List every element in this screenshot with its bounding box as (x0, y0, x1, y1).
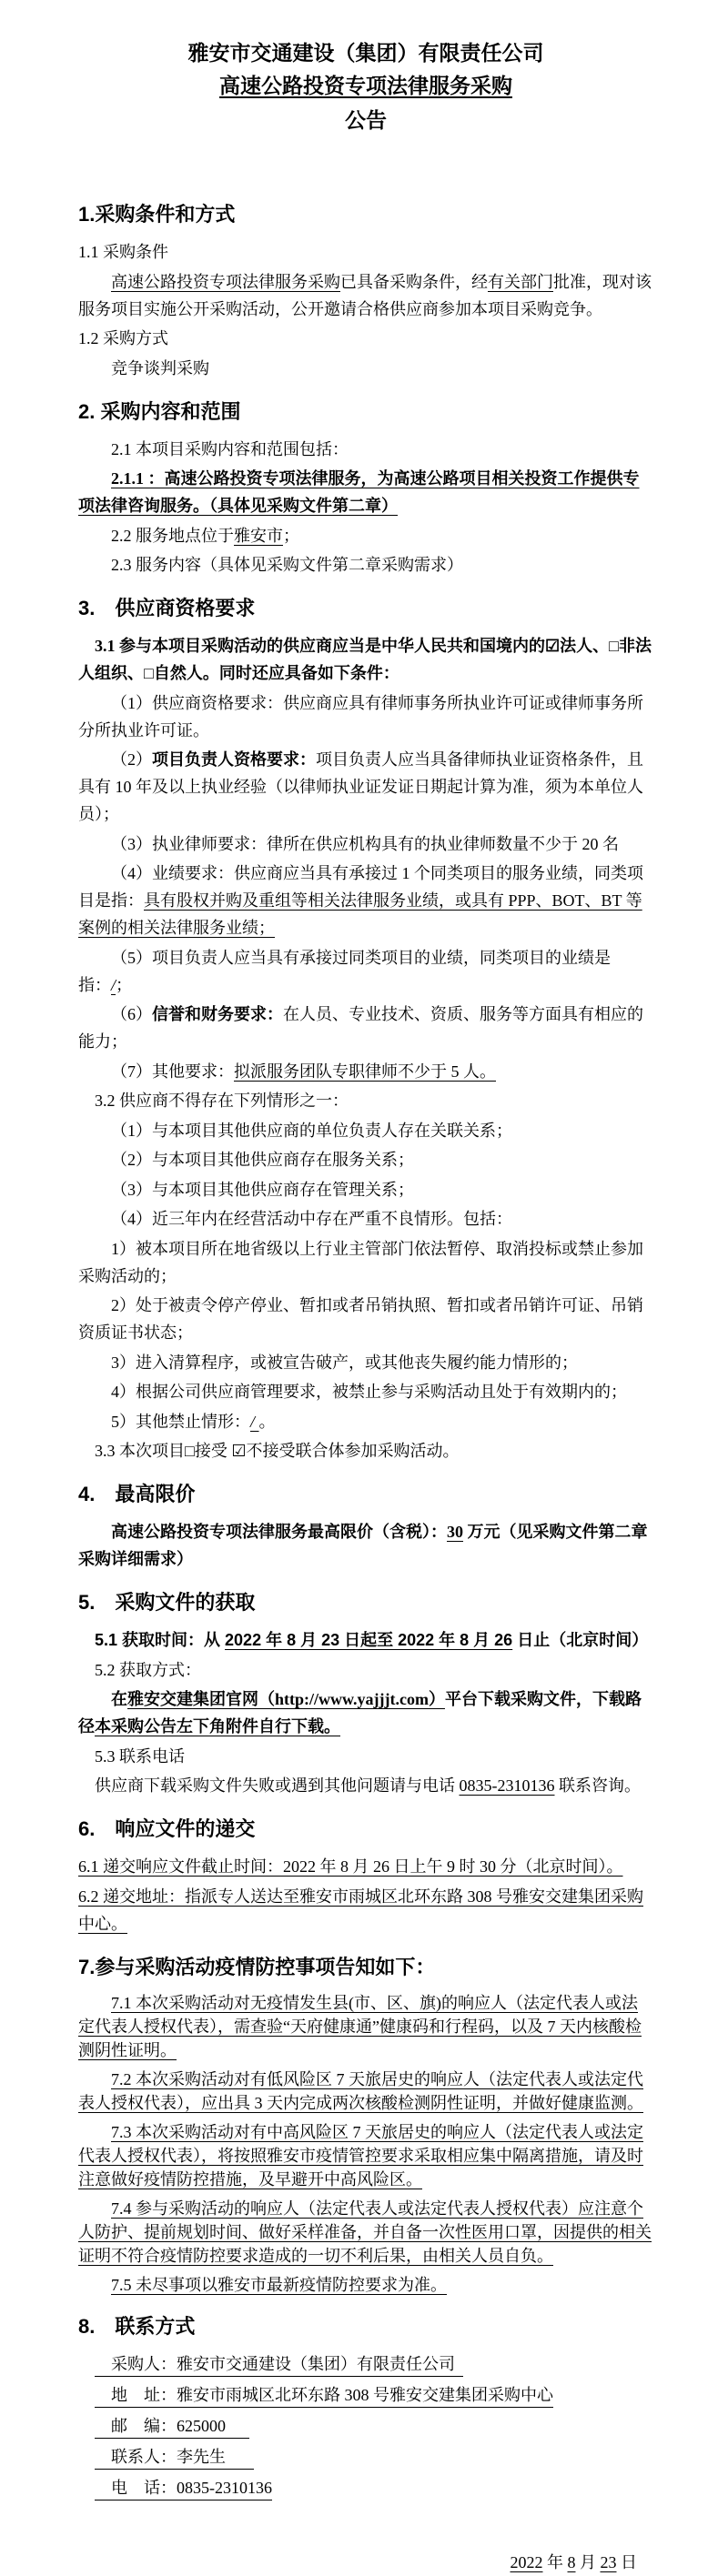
clause-6-2-address (78, 1883, 653, 1937)
text-segment: 项目负责人应当具备律师执业证资格条件，且具有 10 年及以上执业经验（以律师执业证发证日期起计算为准，须为本单位人员）； (78, 750, 643, 823)
clause-2-2 (78, 522, 653, 549)
text-segment: （2） (111, 750, 152, 769)
qualification-item-1: （1）供应商资格要求：供应商应具有律师事务所执业许可证或律师事务所分所执业许可证。 (78, 693, 643, 740)
paragraph-procurement-conditions (78, 268, 653, 323)
text-segment: 5.1 获取时间：从 (95, 1631, 226, 1649)
text-segment: 在人员、专业技术、资质、服务等方面具有相应的能力； (78, 1005, 643, 1051)
clause-7-4 (78, 2197, 653, 2268)
prohibited-item-3: （3）与本项目其他供应商存在管理关系； (111, 1180, 414, 1199)
clause-7-5 (78, 2273, 653, 2297)
section-1-heading: 1.采购条件和方式 (78, 203, 236, 226)
phone-number: 0835-2310136 (459, 1776, 555, 1795)
contact-person (78, 2443, 653, 2470)
website-url: 雅安交建集团官网（http://www.yajjjt.com） (127, 1690, 445, 1708)
epidemic-rule-text: 7.4 参与采购活动的响应人（法定代表人或法定代表人授权代表）应注意个人防护、提前规划时间、做好采样准备，并自备一次性医用口罩，因提供的相关证明不符合疫情防控要求造成的一切不利后果，由相关人员自负。 (78, 2199, 652, 2265)
clause-5-3: 5.3 联系电话 (95, 1746, 185, 1766)
text-segment: ； (116, 975, 133, 994)
prohibited-item-2: （2）与本项目其他供应商存在服务关系； (111, 1151, 414, 1169)
date-day: 23 (600, 2552, 617, 2571)
team-requirement-text: 拟派服务团队专职律师不少于 5 人。 (234, 1062, 496, 1081)
slash-placeholder: / (111, 975, 116, 994)
section-7-heading: 7.参与采购活动疫情防控事项告知如下： (78, 1955, 436, 1978)
section-2-heading: 2. 采购内容和范围 (78, 399, 241, 423)
clause-3-2: 3.2 供应商不得存在下列情形之一： (95, 1092, 349, 1110)
contact-person-name: 联系人：李先生 (95, 2445, 254, 2470)
prohibited-subitem-1: 1）被本项目所在地省级以上行业主管部门依法暂停、取消投标或禁止参加采购活动的； (78, 1239, 643, 1285)
epidemic-control-section (78, 1991, 653, 2297)
announcement-date (78, 2549, 653, 2576)
text-segment: 月 (575, 2552, 601, 2571)
telephone-value: 电 话：0835-2310136 (95, 2476, 272, 2501)
section-4-heading: 4. 最高限价 (78, 1483, 196, 1505)
max-price-paragraph (78, 1518, 653, 1573)
prohibited-subitem-3: 3）进入清算程序，或被宣告破产，或其他丧失履约能力情形的； (111, 1353, 578, 1372)
section-5-heading: 5. 采购文件的获取 (78, 1591, 256, 1614)
section-8-heading: 8. 联系方式 (78, 2314, 196, 2338)
item-2-title: 项目负责人资格要求： (152, 750, 316, 769)
contact-telephone (78, 2474, 653, 2501)
text-segment: 万元（见采购文件第二章采购详细需求） (78, 1523, 648, 1568)
doc-title-announcement: 公告 (345, 108, 387, 132)
text-segment: 高速公路投资专项法律服务最高限价（含税）： (111, 1523, 447, 1541)
prohibited-subitem-5 (78, 1408, 653, 1435)
qualification-item-2 (78, 746, 653, 828)
download-instruction (78, 1685, 653, 1740)
qualification-item-5 (78, 944, 653, 999)
text-segment: 5）其他禁止情形： (111, 1412, 250, 1431)
text-segment: 日 (616, 2552, 637, 2571)
submission-deadline-text: 6.1 递交响应文件截止时间：2022 年 8 月 26 日上午 9 时 30 分（北京时间）。 (78, 1857, 623, 1876)
service-location-text: 雅安市 (234, 526, 283, 545)
text-segment: （4）业绩要求：供应商应当具有承接过 1 个同类项目的服务业绩，同类项目是指： (78, 864, 643, 910)
contact-block (78, 2350, 653, 2501)
project-name-text: 高速公路投资专项法律服务采购 (111, 272, 340, 291)
submission-address-text: 6.2 递交地址：指派专人送达至雅安市雨城区北环东路 308 号雅安交建集团采购中心。 (78, 1887, 643, 1933)
performance-requirement-text: 具有股权并购及重组等相关法律服务业绩，或具有 PPP、BOT、BT 等案例的相关法律服务业绩； (78, 891, 642, 937)
clause-7-1 (78, 1991, 653, 2062)
text-segment: 联系咨询。 (554, 1776, 641, 1795)
date-month: 8 (567, 2552, 576, 2571)
contact-address (78, 2381, 653, 2409)
text-segment: 年 (542, 2552, 568, 2571)
epidemic-rule-text: 7.3 本次采购活动对有中高风险区 7 天旅居史的响应人（法定代表人或法定代表人授权代表），将按照雅安市疫情管控要求采取相应集中隔离措施，请及时注意做好疫情防控措施，及早避开中高风险区。 (78, 2122, 643, 2189)
epidemic-rule-text: 7.5 未尽事项以雅安市最新疫情防控要求为准。 (111, 2275, 447, 2294)
clause-7-2 (78, 2068, 653, 2115)
service-scope-text: 2.1.1 ：高速公路投资专项法律服务，为高速公路项目相关投资工作提供专项法律咨询服务。（具体见采购文件第二章） (78, 469, 640, 515)
contact-purchaser (78, 2350, 653, 2378)
approval-authority-text: 有关部门 (488, 272, 553, 291)
purchaser-name: 采购人：雅安市交通建设（集团）有限责任公司 (95, 2352, 463, 2377)
clause-7-3 (78, 2120, 653, 2191)
procurement-method-text: 竞争谈判采购 (111, 358, 209, 377)
section-6-heading: 6. 响应文件的递交 (78, 1817, 256, 1840)
qualification-item-7 (78, 1058, 653, 1085)
text-segment: 平台下载采购文件，下载路径 (78, 1690, 642, 1736)
epidemic-rule-text: 7.1 本次采购活动对无疫情发生县(市、区、旗)的响应人（法定代表人或法定代表人授权代表），需查验“天府健康通”健康码和行程码，以及 7 天内核酸检测阴性证明。 (78, 1993, 642, 2059)
clause-1-2-label: 1.2 采购方式 (78, 329, 168, 347)
prohibited-item-4: （4）近三年内在经营活动中存在严重不良情形。包括： (111, 1210, 512, 1228)
prohibited-subitem-4: 4）根据公司供应商管理要求，被禁止参与采购活动且处于有效期内的； (111, 1383, 627, 1401)
text-segment: 供应商下载采购文件失败或遇到其他问题请与电话 (95, 1776, 460, 1795)
obtain-period-dates: 2022 年 8 月 23 日起至 2022 年 8 月 26 (225, 1631, 513, 1649)
text-segment: 批准，现对该服务项目实施公开采购活动，公开邀请合格供应商参加本项目采购竞争。 (78, 272, 652, 318)
doc-title-company: 雅安市交通建设（集团）有限责任公司 (187, 41, 544, 65)
clause-2-1: 2.1 本项目采购内容和范围包括： (111, 439, 349, 458)
item-6-title: 信誉和财务要求： (152, 1005, 283, 1023)
text-segment: 已具备采购条件，经 (340, 272, 488, 291)
prohibited-subitem-2: 2）处于被责令停产停业、暂扣或者吊销执照、暂扣或者吊销许可证、吊销资质证书状态； (78, 1296, 643, 1342)
clause-3-3-consortium: 3.3 本次项目□接受 ☑不接受联合体参加采购活动。 (95, 1442, 460, 1460)
doc-title-project-text: 高速公路投资专项法律服务采购 (219, 74, 512, 97)
text-segment: 日止（北京时间） (512, 1631, 649, 1649)
text-segment: 。 (258, 1412, 276, 1431)
postcode-value: 邮 编：625000 (95, 2414, 249, 2439)
doc-title-project (78, 69, 653, 102)
text-segment: （5）项目负责人应当具有承接过同类项目的业绩，同类项目的业绩是指： (78, 948, 611, 994)
text-segment: 在 (111, 1690, 127, 1708)
download-path-text: 本采购公告左下角附件自行下载。 (95, 1717, 340, 1736)
text-segment: 2.2 服务地点位于 (111, 526, 234, 545)
contact-phone-paragraph (78, 1772, 653, 1799)
qualification-item-3: （3）执业律师要求：律所在供应机构具有的执业律师数量不少于 20 名 (111, 834, 619, 853)
contact-postcode (78, 2412, 653, 2440)
text-segment: ； (283, 526, 299, 545)
slash-placeholder: / (250, 1412, 259, 1431)
clause-3-1: 3.1 参与本项目采购活动的供应商应当是中华人民共和国境内的☑法人、□非法人组织、□自然人。同时还应具备如下条件： (78, 637, 652, 682)
clause-2-1-1 (78, 465, 653, 519)
date-year: 2022 (510, 2552, 543, 2571)
clause-2-3: 2.3 服务内容（具体见采购文件第二章采购需求） (111, 556, 463, 574)
clause-5-2: 5.2 获取方式： (95, 1660, 201, 1679)
clause-1-1-label: 1.1 采购条件 (78, 243, 168, 261)
clause-5-1 (78, 1626, 653, 1654)
section-3-heading: 3. 供应商资格要求 (78, 597, 256, 619)
prohibited-item-1: （1）与本项目其他供应商的单位负责人存在关联关系； (111, 1121, 512, 1140)
text-segment: （6） (111, 1005, 152, 1023)
purchaser-address: 地 址：雅安市雨城区北环东路 308 号雅安交建集团采购中心 (95, 2383, 553, 2408)
max-price-value: 30 (447, 1523, 463, 1541)
text-segment: （7）其他要求： (111, 1062, 234, 1081)
clause-6-1-deadline (78, 1853, 653, 1880)
qualification-item-6 (78, 1001, 653, 1055)
epidemic-rule-text: 7.2 本次采购活动对有低风险区 7 天旅居史的响应人（法定代表人或法定代表人授权代表），应出具 3 天内完成两次核酸检测阴性证明，并做好健康监测。 (78, 2069, 643, 2112)
qualification-item-4 (78, 860, 653, 941)
